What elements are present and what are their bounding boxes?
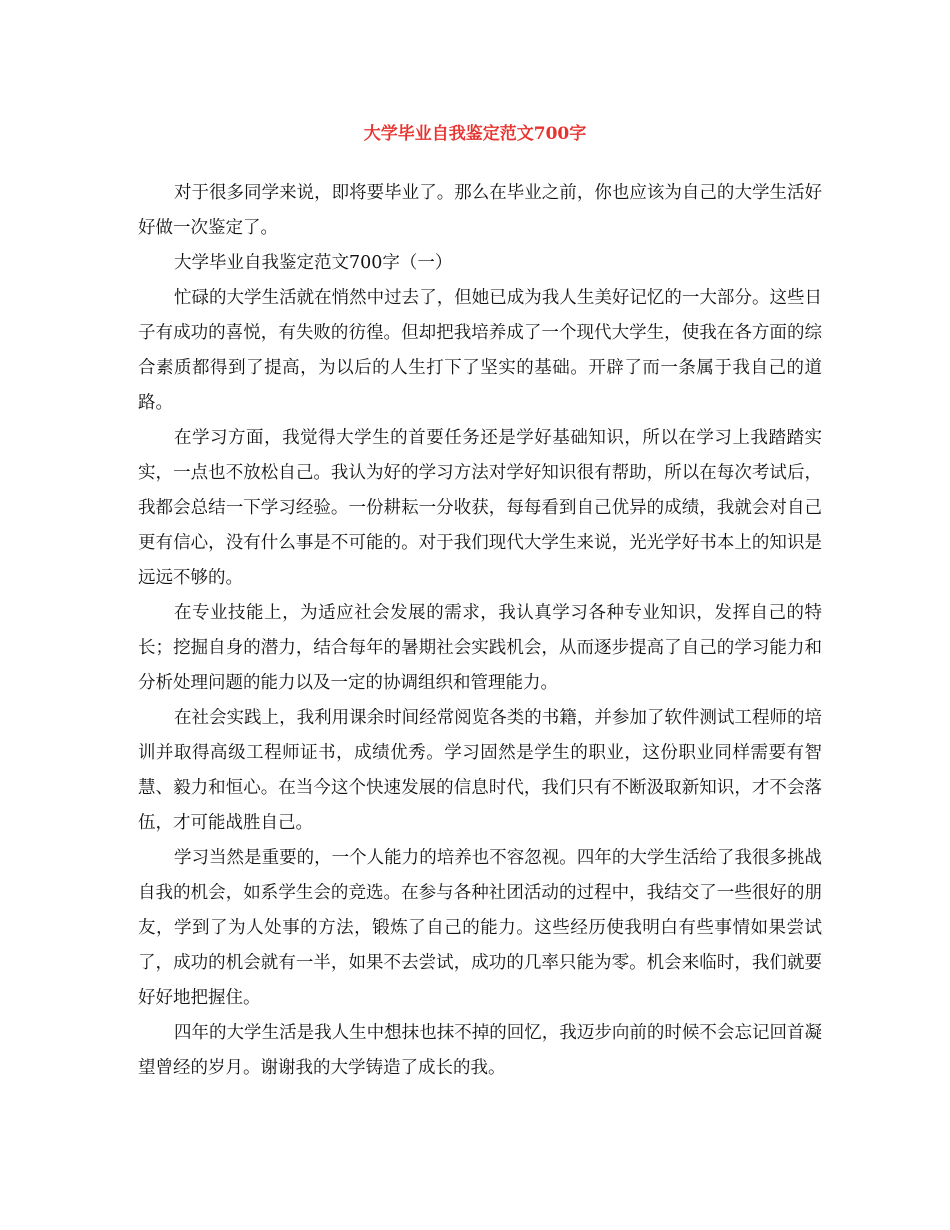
paragraph-college-life: 忙碌的大学生活就在悄然中过去了，但她已成为我人生美好记忆的一大部分。这些日子有成功的喜悦，有失败的彷徨。但却把我培养成了一个现代大学生，使我在各方面的综合素质都得到了提高，为以后的人生打下了坚实的基础。开辟了而一条属于我自己的道路。 [138, 288, 822, 413]
paragraph-skills: 在专业技能上，为适应社会发展的需求，我认真学习各种专业知识，发挥自己的特长；挖掘自身的潜力，结合每年的暑期社会实践机会，从而逐步提高了自己的学习能力和分析处理问题的能力以及一定的协调组织和管理能力。 [138, 603, 822, 693]
paragraph-closing: 四年的大学生活是我人生中想抹也抹不掉的回忆，我迈步向前的时候不会忘记回首凝望曾经的岁月。谢谢我的大学铸造了成长的我。 [138, 1023, 822, 1078]
document-body [138, 176, 822, 1086]
paragraph-abilities: 学习当然是重要的，一个人能力的培养也不容忽视。四年的大学生活给了我很多挑战自我的机会，如系学生会的竞选。在参与各种社团活动的过程中，我结交了一些很好的朋友，学到了为人处事的方法，锻炼了自己的能力。这些经历使我明白有些事情如果尝试了，成功的机会就有一半，如果不去尝试，成功的几率只能为零。机会来临时，我们就要好好地把握住。 [138, 848, 822, 1008]
paragraph-intro: 对于很多同学来说，即将要毕业了。那么在毕业之前，你也应该为自己的大学生活好好做一次鉴定了。 [138, 183, 822, 238]
paragraph-study: 在学习方面，我觉得大学生的首要任务还是学好基础知识，所以在学习上我踏踏实实，一点也不放松自己。我认为好的学习方法对学好知识很有帮助，所以在每次考试后，我都会总结一下学习经验。一份耕耘一分收获，每每看到自己优异的成绩，我就会对自己更有信心，没有什么事是不可能的。对于我们现代大学生来说，光光学好书本上的知识是远远不够的。 [138, 428, 822, 588]
document-title: 大学毕业自我鉴定范文700字 [363, 124, 587, 144]
paragraph-practice: 在社会实践上，我利用课余时间经常阅览各类的书籍，并参加了软件测试工程师的培训并取得高级工程师证书，成绩优秀。学习固然是学生的职业，这份职业同样需要有智慧、毅力和恒心。在当今这个快速发展的信息时代，我们只有不断汲取新知识，才不会落伍，才可能战胜自己。 [138, 708, 822, 833]
paragraph-subheading: 大学毕业自我鉴定范文700字（一） [174, 253, 453, 273]
